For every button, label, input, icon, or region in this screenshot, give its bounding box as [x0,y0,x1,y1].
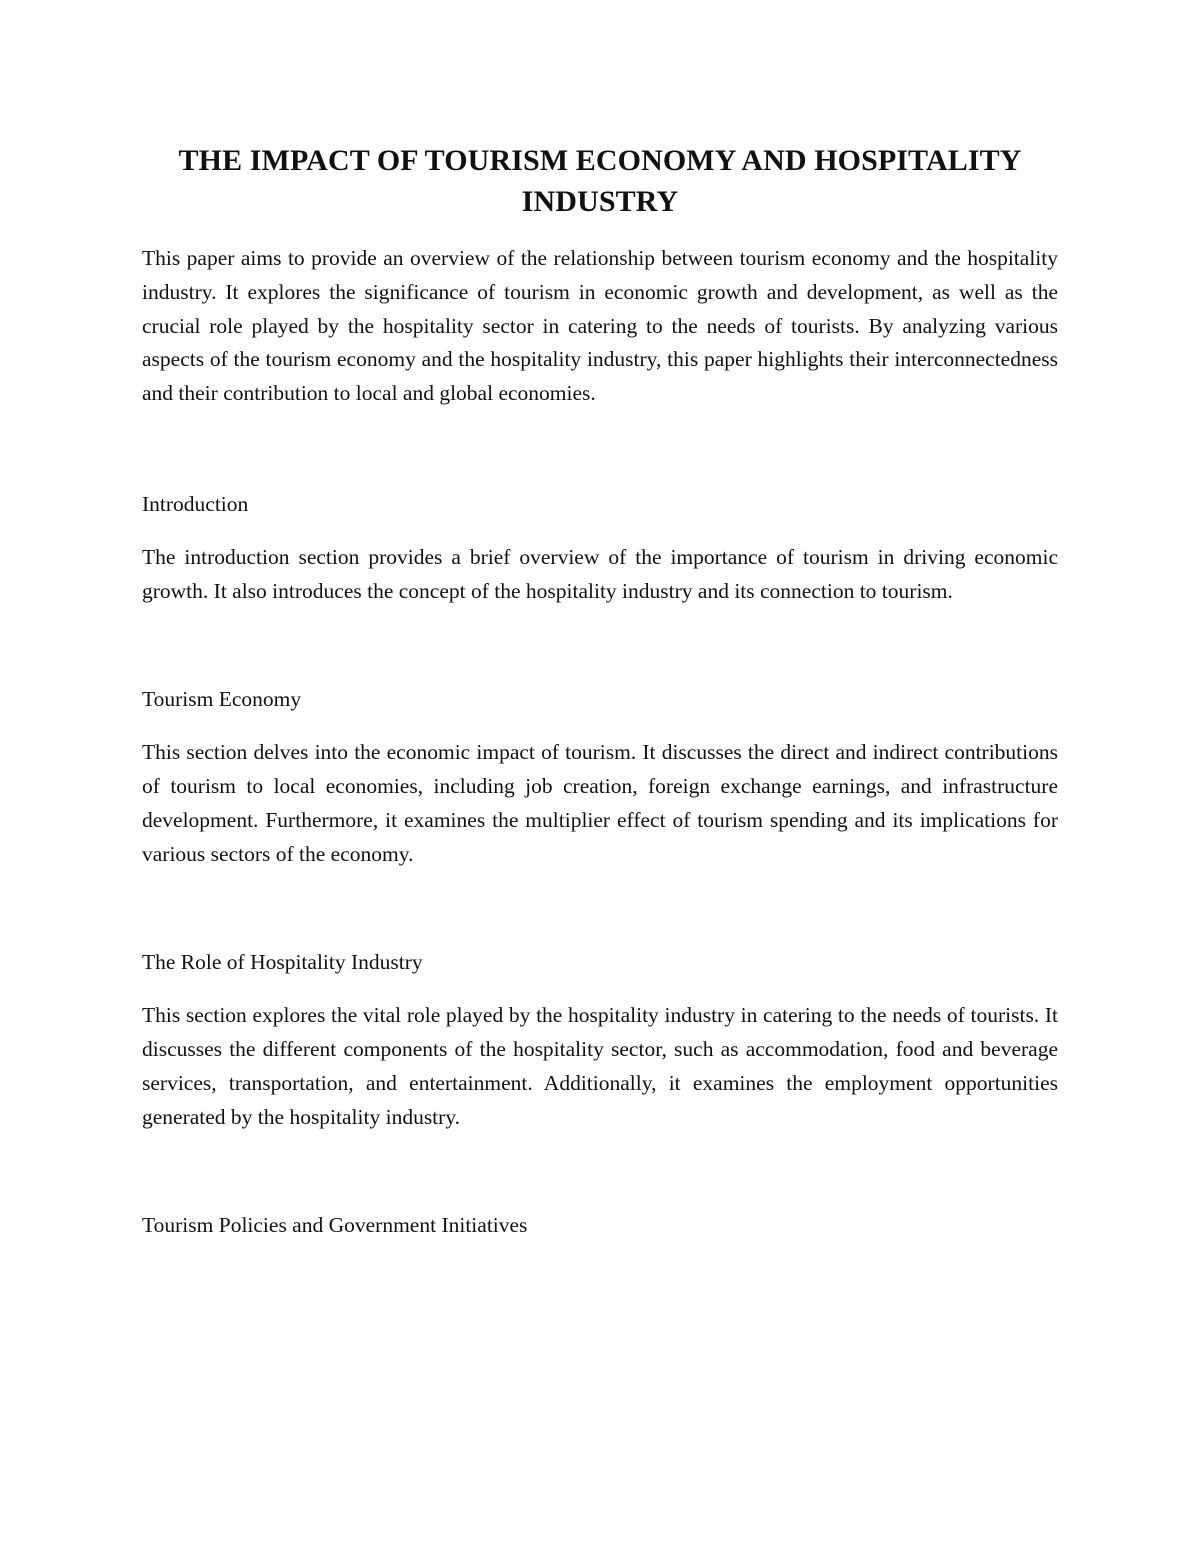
section-body-hospitality-role: This section explores the vital role played by the hospitality industry in catering to the needs of tourists. It discusses the different components of the hospitality sector, such as accommodation, food and beverage services, transportation, and entertainment. Additionally, it examines the employment opportunities generated by the hospitality industry. [142,1003,1058,1129]
abstract-paragraph: This paper aims to provide an overview of the relationship between tourism economy and the hospitality industry. It explores the significance of tourism in economic growth and development, as well as the crucial role played by the hospitality sector in catering to the needs of tourists. By analyzing various aspects of the tourism economy and the hospitality industry, this paper highlights their interconnectedness and their contribution to local and global economies. [142,246,1058,406]
section-body-introduction: The introduction section provides a brief overview of the importance of tourism in driving economic growth. It also introduces the concept of the hospitality industry and its connection to tourism. [142,544,1058,603]
section-heading-hospitality-role: The Role of Hospitality Industry [142,950,423,975]
section-heading-tourism-policies: Tourism Policies and Government Initiatives [142,1213,528,1238]
section-body-tourism-economy: This section delves into the economic impact of tourism. It discusses the direct and indirect contributions of tourism to local economies, including job creation, foreign exchange earnings, and infrastructure development. Furthermore, it examines the multiplier effect of tourism spending and its implications for various sectors of the economy. [142,740,1058,866]
section-heading-introduction: Introduction [142,491,249,516]
document-page [142,140,1058,1243]
document-title: THE IMPACT OF TOURISM ECONOMY AND HOSPITALITY INDUSTRY [178,144,1022,218]
section-heading-tourism-economy: Tourism Economy [142,687,302,712]
